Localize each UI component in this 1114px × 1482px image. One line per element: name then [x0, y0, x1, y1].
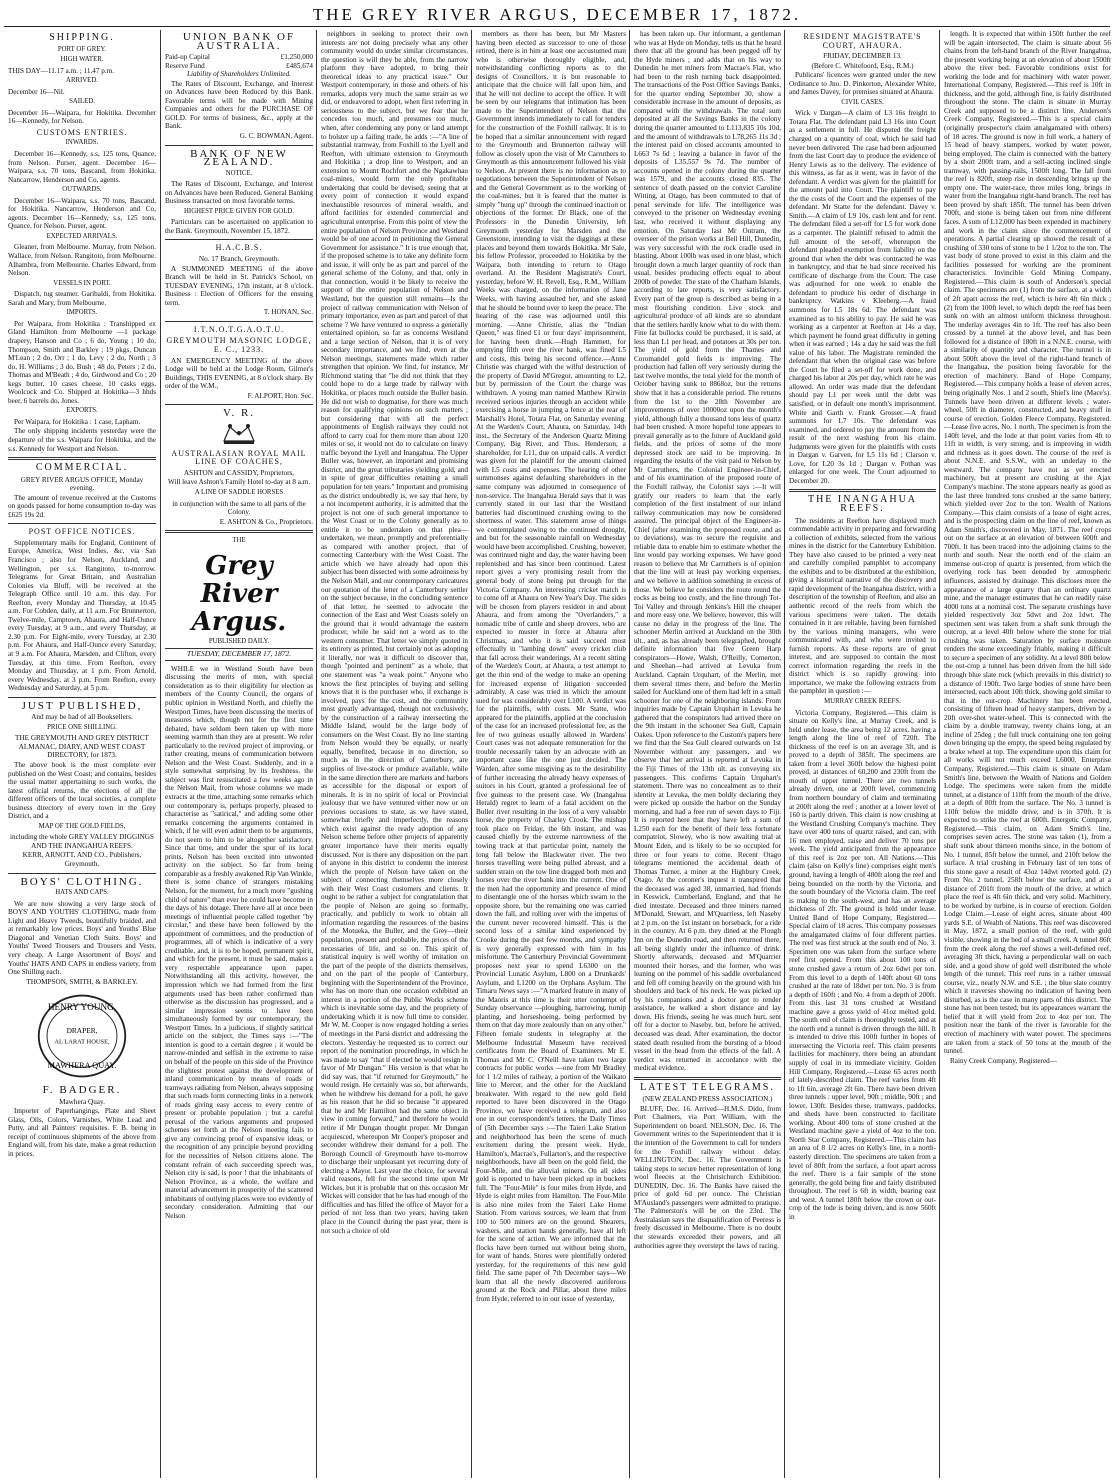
- commercial-heading: COMMERCIAL.: [35, 462, 129, 474]
- stamp-mid2-text: AL LARAT HOUSE,: [54, 1038, 110, 1046]
- exports-note: The only shipping incidents yesterday were the departure of the s.s. Waipara for Hokitika, and the s.s. Kennedy for Westport and Nelson.: [8, 427, 156, 453]
- almanac-text: The above book is the most complete ever published on the West Coast; and contains, besides the usual matter appertaining to such works, the latest official returns, the elections of all the different officers of the local societies, a complete business directory of every town in the Grey District, and a: [8, 761, 156, 821]
- divider: [8, 697, 156, 698]
- leader-article: WHILE we in Westland South have been discussing the merits of men, with special consideration as to their eligibility for election as members of the County Council, the organs of public opinion in Westland North, and chiefly the Westport Times, have been discussing the merits of measures which, though not for the first time debated, have seldom been taken up with more seeming warmth than they are at present. We refer particularly to the revived project of improving, or rather creating, means of communication between Nelson and the West Coast. Suddenly, and in a style somewhat surprising by its freshness, the subject was first resuscitated a few weeks ago in the Nelson Mail, from whose columns we made extracts at the time, attaching some remarks which our contemporary is, perhaps properly, pleased to characterise as "satirical," and adding some other remarks concerning the arguments contained in which, if he will even admit them to be arguments, do not seem to him to be altogether satisfactory. Since that time, and under the spur of its local prints, Nelson has been excited into unwonted activity on the subject. So far from being comparable as a freshly awakened Rip Van Winkle, there is some chance of strangers mistaking Nelson, for the moment, for a much more "gushing child of nature" than ever he could have become in the days of his dotage. There have all at once been meetings of influential people called together "by circular," and these have been followed by the appointment of committees, and the production of programmes, all of which is indicative of a very creditable, and, it is to be hoped, permanent spirit, and which for the present, it must be said, makes a very respectable appearance upon paper. Notwithstanding all this activity, however, the impression which we had formed from the first arguments used has been rather confirmed than otherwise as the discussion has progressed, and a similar impression seems to have been simultaneously formed by our contemporary, the Westport Times. In a judicious, if slightly satirical article on the subject, the Times says :—"The intention is good to a certain degree ; it would be narrow-minded and selfish in the extreme to raise on behalf of the people on this side of the Province the slightest protest against the development of inland communication by means of roads or tramways radiating from Nelson, always supposing that such roads form connecting links in a network of roads giving easy access to every centre of present or probable population ; but a careful perusal of the various arguments and proposed schemes set forth at the Nelson meeting fails to give any convincing proof of expansive ideas, or the recognition of any principle beyond providing for the necessities of Nelson citizens alone. The constant refrain of each succeeding speech was, Nelson city is sad, is poor ! that the inhabitants of Nelson Province, as a whole, the welfare and material advancement in prosperity of the scattered inhabitants of outlying places were too evidently of secondary consideration. Admitting that our Nelson: [165, 664, 313, 1220]
- paid-up-label: Paid-up Capital: [165, 53, 210, 62]
- hacbs-signature: T. HONAN, Sec.: [263, 308, 313, 317]
- column-4: [471, 30, 630, 1478]
- vessels-text: Dispatch, tug steamer. Garibaldi, from Hokitika. Sarah and Mary, from Melbourne.: [8, 290, 156, 307]
- royal-crest-icon: [216, 421, 262, 447]
- court-heading: RESIDENT MAGISTRATE'S COURT, AHAURA.: [803, 32, 922, 50]
- arrived-text: December 16—Nil.: [8, 87, 65, 96]
- almanac-title: THE GREYMOUTH AND GREY DISTRICT ALMANAC, DIARY, AND WEST COAST DIRECTORY, for 1873.: [15, 734, 149, 760]
- reserve-row: [165, 62, 313, 71]
- liability-note: Liability of Shareholders Unlimited.: [187, 70, 291, 79]
- column-1: [4, 30, 160, 1478]
- bnz-heading: BANK OF NEW ZEALAND.: [190, 147, 288, 169]
- reefs-text: The residents at Reefton have displayed much commendable activity in preparing and forwarding a collection of exhibits, selected from the various mines in the district for the Canterbury Exhibition. They have also caused to be printed a very neat and carefully compiled pamphlet to accompany the exhibits and to be distributed at the exhibition, giving a historical narrative of the discovery and rapid development of the Inangahua district, with a description of the township of Reefton, and also an authentic record of the reefs from which the various specimens were taken. The details contained in it are reliable, having been furnished by the various mining managers, who were communicated with, and who were invited to furnish reports. As these reports are of great interest, and are supposed to contain the most correct information regarding the reefs in the district which is so rapidly growing into importance, we make the following extracts from the pamphlet in question :—: [789, 516, 936, 696]
- divider: [165, 404, 313, 405]
- leader-continued: neighbors in seeking to protect their own interests are not doing precisely what any other community would do under similar circumstances, the question is will they be able, from the narrow platform they have adopted, to bring their theoretical ideas to any practical issue." Our Westport contemporary, in those and others of his remarks, adopts very much the same strain as we did, or endeavored to adopt, when first referring in seriousness to the subject, but we fear that he concedes too much, and presumes too much, when, after condemning any pony or land attempt to bolster up a failing trade, he adds :—"A line of substantial tramway, from Foxhill to the Lyell and Reefton, with ultimate extension to Greymouth and Hokitika ; a drop line to Westport, and an extension to Mount Rochfort and the Ngakawhau coal-mines, would form the only profitable undertaking that could be devised, seeing that at every point of connection it would expand inexhaustible resources of mineral wealth, and afford facilities for extended commercial and agricultural enterprise. From this point of view the entire population of Nelson Province and Westland would be of one accord in petitioning the General Government for assistance." It is true enough that, if the proposed scheme is to take any definite form and issue, it will only be as part and parcel of the general scheme of the Colony, and that, only in that connection, would it be likely to receive the support of the entire population of Nelson and Westland, but the question still remains—Is the project of railway communication with Nelson of primary importance, even as part and parcel of that scheme ? We have ventured to express a generally entertained opinion, so far as concerns Westland and a large section of Nelson, that it is of very secondary importance, and we find, even at the Nelson meetings, statements made which rather strengthen that opinion. We find, for instance, Mr Richmond stating that "he did not think that they could hope to do a large trade by railway with Hokitika, or places much outside the Buller basin. He did not wish to dogmatise, for there was much reason for qualifying opinions on such matters ; but considering that with all the perfect appointments of English railways they could not afford to carry coal for them more than about 120 miles or so, it would not do to calculate on heavy traffic beyond the Lyell and Inangahua. The Upper Buller was, however, an important and promising district, and the great tributaries yielding gold, and in spite of great difficulties retaining a small population for ten years." Important and promising as the district undoubtedly is, we say that here, by a not incompetent authority, it is admitted that the project is not one of such general importance to the West Coast or to the Colony generally as to entitle it to be undertaken on that plea—undertaken, we mean, promptly and preferentially as compared with another project, that of connecting Canterbury with the West Coast. The article which we have already had upon this subject has been dissected with some adroitness by the Nelson Mail, and our contemporary caricatures our quotation of the letter of a Canterbury settler on the subject because, in the concluding sentence of that letter, he seemed to advocate the connection of the East and West Coasts solely on the ground that it would advantage the eastern producer, while he said not a word as to the western consumer. That letter we simply quoted in its entirety as printed, but certainly not as adopting it literally, nor was it difficult to discover that, though "pointed and pertinent" as a whole, that one statement was "a weak point." Anyone who knows the first principles of buying and selling knows that it is the purchaser who, if exchange is involved, pays for the cost, and the community most greatly advantaged, though not exclusively, by the construction of a railway intersecting the Middle Island, would be the large body of consumers on the West Coast. By no line starting from Nelson would they be equally, or nearly equally, benefited, because in no direction, so much as in the direction of Canterbury, are supplies of live-stock or produce available, while in the same direction there are markets and harbors as accessible for the disposal or export of minerals. It is in no spirit of local or Provincial jealousy that we have ventured either now or on previous occasions to state, as we have stated, somewhat briefly and imperfectly, the reasons which exist against the ready adoption of any Nelson scheme before other projects of apparently greater importance have their merits equally discussed. Nor is there any disposition on the part of anyone in this district to condemn the interest which the people of Nelson have taken on the subject of connecting themselves more closely with their West Coast customers and clients. It ought to be rather a subject for congratulation that the people of Nelson are going so formally, practically, and publicly to work to obtain all information regarding the resources of the basins of the Motueka, the Buller, and the Grey—their population, present and probable, the prices of the necessaries of life, and so on. This spirit of statistical inquiry is well worthy of imitation on the part of the people of the districts themselves, and on the part of the people of Canterbury, beginning with the Superintendent of the Province, who has on more than one occasion exhibited an interest in a portion of the Public Works scheme which is inevitable some day, and the propriety of undertaking which it is now full time to consider. Mr W. M. Cooper is now engaged holding a series of meetings in the Parsi district and addressing the electors. Yesterday he requested us to correct our report of the nomination proceedings, in which he was made to say "that if elected he would resign in favor of Mr Dungan." His version is that what he did say was, that "if returned for Greymouth," he would resign. He certainly was so, but afterwards, when he withdrew his demand for a poll, he gave as his reason that he did so because "it appeared that he and Mr Hamilton had the same object in view in coming forward," and therefore he would retire if Mr Dungan thought proper. Mr Dungan acquiesced, whereupon Mr Cooper's proposer and seconder withdrew their demand for a poll. The Borough Council of Greymouth have to-morrow to discharge their unpleasant yet recurring duty of electing a Mayor. Last year the choice, for several valid reasons, fell for the second time upon Mr Wickes, but it is probable that on this occasion Mr Wickes will consider that he has had enough of the difficulties and has filled the office of Mayor for a period of not less than two years, having taken place in the Council during the past year, there is not such a choice of old: [321, 30, 468, 1235]
- reserve-value: £485,674: [286, 61, 313, 70]
- bnz-gold: HIGHEST PRICE GIVEN FOR GOLD.: [184, 207, 294, 215]
- reefs-continued: length. It is expected that within 150ft further the reef will be again intersected. The claim is situate about 56 chains from the left-hand branch of the River Inangahua, the present working being at an elevation of about 1500ft above the river bed. Favorable conditions exist for working the lode and for machinery with water power. International Company, Registered.—This reef is 10ft in thickness, and the gold, although fine, is fairly distributed throughout the stone. The claim is situate in Murray Creek and supposed to be a distinct line. Anderson's Creek Company, Registered.—This is a special claim (originally prospector's claim amalgamated with others) of 18 acres. The ground is now in full work, a battery of 15 head of heavy stampers, worked by water power, being employed. The claim is connected with the battery by a short 200ft tram, and a self-acting inclined single tramway, with passing-rails, 1500ft long. The fall from the reef is 820ft, steep rise in descending brings up the empty one. The water-race, three miles long, brings in water from the Inangahua right-hand branch. The reef has been proved by shaft 185ft. The tunnel has been driven 700ft, and stone is being taken out from nine different faces. A sum of L12,000 has been expended in machinery and work in the claim since the commencement of operations. A partial clearing up showed the result of a crushing of 330 tons of stone to be 1 1/2oz to the ton. The vast body of stone proved to exist in this claim and the facilities possessed for working are the prominent characteristics. Invincible Gold Mining Company, Registered.—This claim is south of Anderson's special claim. The specimens are (1) from the surface, at a width of 2ft apart across the reef, which is here 4ft 6in thick ; (2) from the 100ft level, to which depth the reef has been sunk on with an almost uniform thickness throughout. The underlay averages 4in to 1ft. The reef has also been crossed by a tunnel at the above level, and has been followed for a distance of 180ft in a N.N.E. course, with a similarity of quantity and character. The tunnel is in about 500ft above the level of the right-hand branch of the Inangahua, the position being favorable for the erection of machinery. Band of Hope Company, Registered.—This company holds a lease of eleven acres, being originally Nos. 1 and 2 south, Shiel's line (Mace's). Tunnels have been driven at different levels ; water-wheel, 50ft in diameter, constructed, and heavy stuff in course of erection. Golden Fleece Company, Registered.—Lease five acres, No. 1 north. The specimen is from the 140ft level, and the lode at that point varies from 4ft to 11ft in width, is very strong, and is improving in width and richness as it goes down. The course of the reef is about N.N.E. and S.S.W., with an underlay to the westward. The company have not as yet erected machinery, but at present are crushing at the Ajax Company's machine. The stone appears nearly as good as the last three hundred tons crushed at the same battery, which yielded over 2oz to the ton. Wealth of Nations Company.—This claim consists of a lease of eight acres, and is the prospecting claim on the line of reef, known as Adam Smith's, discovered in May, 1871. The reef crops out on the surface at an elevation of between 600ft and 700ft. It has been traced into the adjoining claims to the north and south. Near the north end of the claim an immense out-crop of quartz is presented, from which the overlying rock has been denuded by atmospheric influences, assisted by drainage. This discloses more the appearance of a large quarry than an ordinary quartz mine, and the manager estimates that he can readily raise 4000 tons at a nominal cost. The separate crushings have yielded respectively 3oz 5dwt and 2oz 1dwt. The specimen sent was taken from a shaft sunk through the outcrop, at a level 40ft below where the stone for trial crushing was taken. Saturation by surface moisture renders the stone exceedingly friable, making it difficult to secure a specimen of any solidity. At a level 80ft below the out-crop a tunnel has been driven from the hill side through blue slate rock (which prevails in this district) to a distance of 190ft. Two large bodies of stone have been intersected, each about 10ft thick, showing gold similar to that in the out-crop. Machinery has been erected, consisting of fifteen head of heavy stampers, driven by a 20ft over-shot water-wheel. This is connected with the claim by a double tramway, twenty chains long, at an incline of 25deg ; the full truck containing one ton going down bringing up the empty, the speed being regulated by a brake wheel at top. The expenditure upon this claim for all works will not much exceed L6000. Enterprise Company, Registered.—This claim is situate on Adam Smith's line, between the Wealth of Nations and Golden Lodge. The specimens were taken from the middle tunnel, at a distance of 110ft from the mouth of the drive, at a depth of 80ft from the surface. The No. 3 tunnel is 110ft below the middle drive, and is in 370ft. It is expected to strike the reef at 600ft. Energetic Company, Registered.—This claim, on Adam Smith's line, comprises seven acres. The stone was taken (1), from a shaft sunk about thirteen months since, in the bottom of No. 1 tunnel, 85ft below the tunnel, and 210ft below the surface. A trial crushing in February last of ten tons of this stone gave a result of 43oz 14dwt retorted gold. (2) From No. 2 tunnel, 258ft below the surface, and at a distance of 201ft from the mouth of the drive, at which place the reef is 4ft 6in thick, and very solid. Machinery, to be worked by turbine, is in course of erection. Golden Lodge Claim.—Lease of eight acres, situate about 400 yards S.E. of Wealth of Nations. This reef was discovered in May, 1872, a small portion of the reef, with gold visible, showing in the bed of a small creek. A tunnel 86ft from the creek along the reef shows a well-defined reef, averaging 3ft thick, having a perpendicular wall on each side, and a good show of gold well distributed the whole length of the tunnel. This reef runs in a rather unusual course, viz., nearly N.W. and S.E. ; the blue slate country which it traverses showing no indication of having been disturbed, as is the case in many parts of this district. The stone has not been tested, but its appearances warrant the belief that it will yield from 2oz to 4oz per ton. The position near the bank of the river is favorable for the erection of machinery with water power. The specimens are taken from a stack of 50 tons at the mouth of the tunnel.: [944, 30, 1111, 1056]
- shipping-heading: SHIPPING.: [49, 32, 115, 43]
- arrived-heading: ARRIVED.: [66, 77, 98, 85]
- paid-up-row: [165, 53, 313, 62]
- civil-cases-heading: CIVIL CASES.: [841, 98, 884, 106]
- local-news: members as there has been, but Mr Masters having been elected as successor to one of those retired, there is in him at least one accustomed man who is otherwise thoroughly eligible, and, notwithstanding conflicting reports as to the designs of Councillors, it is but reasonable to anticipate that the choice will fall upon him, and that he will not decline to accept the office. It will be seen by our telegrams that intimation has been made to the Superintendent of Nelson that the Government intends immediately to call for tenders for the construction of the Foxhill railway. It is to be hoped that a similar announcement with regard to the Greymouth and Brunnerton railway will follow as closely upon the visit of Mr Carruthers to Greymouth as this announcement followed his visit to Nelson. At present there is no information as to negotiations between the Superintendent of Nelson and the General Government as to the working of the coal-mines, but it is feared that the matter is simply "hung up" through the continued inaction or objections of the former. Dr Black, one of the Professors in the Dunedin University, left Greymouth yesterday for Marsden and the Greenstone, intending to visit the diggings at these places and beyond them towards Hokitika. Mr Sale, his fellow Professor, proceeded to Hokitika by the Waipara, both intending to return to Otago overland. At the Resident Magistrate's Court, yesterday, before W. H. Revell, Esq., R.M., William Weeks was charged, on the information of Jane Weeks, with having assaulted her, and she asked that he should be bound over to keep the peace. The hearing of the case was adjourned until this morning. —Anne Christie, alias the "Indian Queen," was fined £1 or four days' imprisonment, for having been drunk.—Hugh Hammett, for emptying filth over the river bank, was fined L5 and costs, this being his second offence.—Anne Christie was charged with the wilful destruction of the property of David M'Gregor, amounting to L2, but by permission of the Court the charge was withdrawn. A young man named Matthew Kirwin received serious injuries through an accident while exercising a horse in jumping a fence at the rear of Marshall's Hotel, Totara Flat, on Saturday evening. At the Warden's Court, Ahaura, on Saturday, 14th inst., the Secretary of the Anderson Quartz Mining Company, Big River, and Thos. Henderson, a shareholder, for L11, due on unpaid calls. A verdict was given for the plaintiff for the amount claimed with L5 costs and expenses. The hearing of other summonses against defaulting shareholders in the same company was adjourned in consequence of non-service. The Inangahua Herald says that it was currently stated in our last that the Westland batteries had discontinued crushing owing to the shortness of water. This statement arose of things we contemplated owing to the continued drought, and but for the seasonable rainfall on Wednesday would have been accomplished. Crushing, however, was continued night and day, the water having been replenished and has since been continued. Latest report gives a very promising result from the general body of stone being put through for the Victoria Company. An interesting cricket match is to come off at Ahaura on New Year's Day. The sides will be chosen from players resident in and about Ahaura, and from among the "Overlanders," a nomadic tribe of cattle and sheep drovers, who are expected to muster in force at Ahaura after Christmas, and who it is said succeed most effectually in "lambing down" every cricket club that fall across their wanderings. At a recent sitting of the Warden's Court, at Ahaura, a test attempt to get the thin end of the wedge to make an opening for increased expense of litigation succeeded admirably. A case was tried in which the amount sued for was considerably over L100. A verdict was for the plaintiffs, with costs. Mr Statte, who appeared for the plaintiffs, applied at the conclusion of the case for an increased professional fee, as the fee of two guineas usually allowed in Wardens' Court cases was not adequate remuneration for the trouble necessarily taken by an advocate with an important case like the one just decided. The Warden, after some misgiving as to the desirability of further increasing the already heavy expenses of suitors in his Court, granted a professional fee of five guineas to the present case. We (Inangahua Herald) regret to learn of a fatal accident on the Buller river resulting in the loss of a very valuable horse, the property of Charley Crook. The mishap took place on Friday, the 6th instant, and was caused chiefly by the extreme narrowness of the towing track at that particular point, namely the long fall below the Blackwater river. The two horses travelling were being pulled abreast, and a sudden strain on the tow line dragged both men and horses over the river bank into the current. One of the men had the opportunity and presence of mind to disentangle one of the horses which swam to the opposite shore, but the remaining one was carried down the fall, and rolling over with the impetus of the current never recovered himself. This is the second loss of a similar kind experienced by Crooke during the past few months, and sympathy is very generally expressed with him in his misfortune. The Canterbury Provincial Government proposes next year to spend L6300 on the Provincial Lunatic Asylum, L800 on a Drunkards' Asylum, and L1200 on the Orphans Asylum. The Timaru News says :—"A marked feature in many of the Maoris at this time is their utter contempt of Sunday observance —ploughing, harrowing, turnip planting, and horseshoeing, being performed by them on that day more zealously than on any other." Fifteen female students in telegraphy at the Melbourne Industrial Museum have received certificates from the Board of Examiners. Mr E. Thomas and Mr C. O'Neill have taken two large contracts for public works —one from Mr Bradley for 1 1/2 miles of railway, a portion of the Waikato line to Mercer, and the other for the Auckland breakwater. With regard to the new gold field reported to have been discovered in the Otago Province, we have received a telegram, and also one in our correspondent's letters, the Daily Times of (5th December says :—The Taieri Lake Station and neighborhood has been the scene of much excitement during the present week. Hyde, Hamilton's, Macrae's, Fullarton's, and the respective neighborhoods, have all been on the gold field, the Four-Mile, and the alluvial miners. On all sides gold is reported to have been picked up in buckets full. The "Four-Mile" is four miles from Hyde, and Hyde is eight miles from Hamilton. The Four-Mile is also nine miles from the Taieri Lake Home Station. From various sources, we learn that from 100 to 500 miners are on the ground. Shearers, washers, and station hands generally, have all left for the scene of action. We are informed that the flocks have been turned out without being shorn, for want of hands. Stores were plentifully ordered yesterday, for the requirements of this new gold field. The same paper of 7th December says—We learn that all the newly discovered auriferous ground at the Rock and Pillar, about three miles from Hyde, referred to in our issue of yesterday,: [476, 30, 626, 1303]
- column-2: [160, 30, 317, 1478]
- column-5: [629, 30, 785, 1478]
- inwards-heading: INWARDS.: [65, 139, 99, 147]
- inwards-text: December 16—Kennedy, s.s, 125 tons, Quance, from Nelson. Purser, agent. December 16—Waipara, s.s, 70 tons, Bascand, from Hokitika. Nancarrow, Henderson and Co, agents.: [8, 150, 156, 184]
- telegrams-text: BLUFF, Dec. 16. Arrived—H.M.S. Dido, from Port Chalmers, via Port William, with the Superintendent on board. NELSON, Dec. 16. The Government writes to the Superintendent that it is the intention of the Government to call for tenders for the Foxhill railway without delay. WELLINGTON, Dec. 16. The Government is taking steps to secure better representation of long wool fleeces at the Christchurch Exhibition. DUNEDIN, Dec. 16. The Banks have raised the price of gold 6d per ounce. The Christian M'Ausland's passengers were admitted to pratique. The Palmerston's will be on the 23rd. The Australasian says the disqualification of Peeress is freely discussed in Melbourne. There is no doubt the stewards exceeded their powers, and all authorities agree they overstept the laws of racing.: [634, 1104, 781, 1250]
- divider: [8, 523, 156, 524]
- almanac-publisher: KERR, ARNOTT, AND CO., Publishers, Greymouth.: [22, 851, 142, 869]
- hacbs-heading: H.A.C.B.S.: [215, 243, 263, 253]
- paper-date: TUESDAY, DECEMBER 17, 1872.: [165, 648, 313, 661]
- hats-heading: HATS AND CAPS.: [55, 889, 109, 897]
- masonic-signature: F. ALPORT, Hon. Sec.: [247, 391, 313, 400]
- stamp-mid-text: DRAPER,: [66, 1026, 98, 1036]
- court-intro: Publicans' licences were granted under the new Ordinance to Jno. D. Pinkerton, Alexander White, and James Davey, for premises situated at Ahaura.: [789, 71, 936, 97]
- bnz-notice: NOTICE.: [225, 169, 253, 177]
- column-6: [784, 30, 940, 1478]
- divider: [165, 145, 313, 146]
- reefs-heading: THE INANGAHUA REEFS.: [807, 494, 918, 514]
- divider: [634, 1077, 781, 1080]
- telegrams-heading: LATEST TELEGRAMS.: [640, 1081, 775, 1093]
- newspaper-page: [4, 0, 1110, 1482]
- court-before: (Before C. Whitefoord, Esq., R.M.): [811, 61, 914, 70]
- general-news: has been taken up. Our informant, a gentleman who was at Hyde on Monday, tells us that he heard there that all the ground has been pegged off by the Hyde miners ; and adds that on his way to Dunedin he met miners from Macrae's Flat, who had been to the rush turning back disappointed. The transactions of the Post Office Savings Banks, for the quarter ending September 30, show a considerable increase in the amount of deposits, as compared with the withdrawals. The total sum deposited at all the Savings Banks in the colony during the quarter amounted to L113,835 10s 10d, and the amount of withdrawals to L78,265 11s 3d ; the interest paid on closed accounts amounted to L663 7s 6d ; leaving a balance in favor of the deposits of L35,557 9s 7d. The number of accounts opened in the colony during the quarter was 1579, and the accounts closed 835. The sentence of death passed on the convict Caroline Witting, at Otago, has been commuted to that of penal servitude for life. The intelligence was conveyed to the prisoner on Wednesday evening last, who received it without displaying any emotion. On Saturday last Mr Outram, the overseer of the prison works at Bell Hill, Dunedin, was very successful with the rock cradle used in blasting. About 100lb was used in one blast, which brought down a much larger quantity of rock than usual, besides producing effects equal to about 200lb of powder. The state of the Chatham Islands, according to late reports, is very satisfactory. Every part of the group is described as being in a most flourishing condition. Live stock and agricultural produce of all kinds are so abundant that the settlers hardly know what to do with them. Fine fat bullocks could be purchased, it is said, at less than L1 per head, and potatoes at 30s per ton. The yield of gold from the Thames and Coromandel gold fields is improving. The production had fallen off very seriously during the last twelve months, the total yield for the month of October having sunk to 8868oz, but the returns show that it has a considerable period. The returns from the 1st to the 28th November are improvements of over 10000oz upon the month's yield, although fully a thousand tons less of quartz had been crushed. A more hopeful tone appears to prevail generally as to the future of Auckland gold fields, and the prices of some of the more depressed stock are said to be improving. In regarding the results of the visit paid to Nelson by Mr Carruthers, the Colonial Engineer-in-Chief, and of his examination of the proposed route of the Foxhill railway, the Colonist says :—It will gratify our readers to learn that the early completion of the first instalment of our inland railway communication may now be considered assured. The principal object of the Engineer-in-Chief (after examining the proposed route, and as to deviations), was to secure the requisite and reliable data to enable him to estimate whether the line would pay working expenses. We have good reason to believe that Mr Carruthers is of opinion that the line will at least pay working expenses, and we believe in addition something in excess of those. We believe he considers the route round the rocks as being too costly, and the line through Tot-Toi Valley and through Jenkins's Hill the cheaper and more easy one. We believe, however, this will cause no delay in the progress of the line. The schooner Merlin arrived at Auckland on the 30th ult., and, as has already been telegraphed, brought definite information that five Green Harp conspirators—Howe, Walsh, O'Reilly, Comerton, and Sheehan—had arrived at Levuka from Auckland. Captain Urquhart, of the Merlin, met them several times there, and before the Merlin sailed for Auckland one of them had left in a small schooner for one of the neighboring islands. From inquiries made by Captain Urquhart in Levuka he gathered that the conspirators had arrived there on the 9th instant in the schooner Sea Gull, Captain Oakes. Upon reference to the Custom's papers here we find that the Sea Gull cleared outwards on 1st November without any passengers, and we observe that her arrival is reported at Levuka in the Fiji Times of the 13th ult. as conveying six passengers. This confirms Captain Urquhart's statement. There was no concealment as to their identity at Levuka, the men boldly declaring they were picked up outside the harbor on the Sunday morning, and had a free run of seven days to Fiji. It is reported here that they have left a sum of L250 each for the benefit of their less fortunate compatriot, Slowey, who is now awaiting trial at Mount Eden, and is likely to be so occupied for three or four years to come. Recent Otago telegrams mentioned the accidental death of Thomas Turner, a miner at the Highbury Creek, Otago. At the coroner's inquest it transpired that the deceased was aged 38, unmarried, had friends in Keswick, Cumberland, England, and that he died intestate. Deceased and three miners named M'Donald, Stewart, and M'Quarriess, left Naseby at 2 p.m. on the 1st instant on horseback, for a ride in the country. At 6 p.m. they dined at the Plough Inn on the Dunedin road, and then returned there, all being slightly under the influence of drink. Shortly afterwards, deceased and M'Quarrier mounted their horses, and the former, who was leaning on the pommel of his saddle overbalanced and fell off coming heavily on the ground with his shoulders and back of his neck. He was picked up by his companions and a doctor got to render assistance, he walked a short distance and lay down. His friends, seeing he was much hurt, sent off for a doctor to Naseby, but, before he arrived, deceased was dead. After examination, the doctor stated death resulted from the bursting of a blood vessel in the head from the effects of the fall. A verdict was returned in accordance with the medical evidence.: [634, 30, 781, 1073]
- badger-text: Importer of Paperhangings, Plate and Sheet Glass, Oils, Colors, Varnishes, White Lead and Putty, and all Painters' requisites. F. B. being in receipt of continuous shipments of the above from England will, from his date, make a great reduction in prices.: [8, 1107, 156, 1158]
- paid-up-value: £1,250,000: [280, 53, 313, 62]
- coach-vr: V. R.: [222, 407, 256, 420]
- union-bank-signature: G. C. BOWMAN, Agent.: [239, 132, 313, 141]
- murray-heading: MURRAY CREEK REEFS.: [824, 698, 901, 706]
- post-office-text: Supplementary mails for England, Continent of Europe, America, West Indies, &c, via San Francisco ; also for Nelson, Auckland, and Wellington, per s.s. Rangitoto, to-morrow. Telegrams for Great Britain, and Australian Colonies via Bluff, will be received at the Telegraph Office until 10 a.m. this day. For Reefton, every Monday and Thursday, at 10.45 a.m. For Cobden, daily, at 11 a.m. For Brunnerton, Twelve-mile, Camptown, Ahaura, and Half-Ounce every Tuesday, at 9 a.m., and every Thursday, at 2.30 p.m. For Eight-mile, every Tuesday, at 2.30 p.m. For Ahaura, and Half-Ounce every Saturday, at 9 a.m. For Ahaura, Marsden, and Clifton, every Tuesday, at this time. From Reefton, every Monday and Thursday, at 1 p.m. From Arnold, every Wednesday, at 3 p.m. From Reefton, every Wednesday and Saturday, at 5 p.m.: [8, 538, 156, 693]
- hacbs-text: A SUMMONED MEETING of the above Branch will be held in St. Patrick's School, on TUESDAY EVENING, 17th instant, at 8 o'clock. Business : Election of Officers for the ensuing term.: [165, 264, 313, 307]
- coach-text: Will leave Ashton's Family Hotel to-day at 8 a.m.: [167, 478, 311, 487]
- boys-clothing-heading: BOYS' CLOTHING.: [20, 875, 144, 888]
- saddle-heading: A LINE OF SADDLE HORSES: [194, 488, 284, 496]
- court-date: FRIDAY, DECEMBER 13.: [823, 52, 902, 61]
- badger-address: Mawhera Quay.: [59, 1097, 105, 1106]
- coach-heading: AUSTRALASIAN ROYAL MAIL LINE OF COACHES,: [171, 448, 307, 467]
- expected-text: Gleaner, from Melbourne. Murray, from Nelson. Wallace, from Nelson. Rangitoto, from Melbourne. Alhambra, from Melbourne. Charles Edward, from Nelson.: [8, 243, 156, 278]
- high-water-line: THIS DAY—11.17 a.m. ; 11.47 p.m.: [8, 66, 115, 75]
- almanac-price: PRICE ONE SHILLING.: [47, 723, 117, 731]
- bnz-text: The Rates of Discount, Exchange, and Interest on Advances have been Reduced. General Banking Business transacted on most favorable terms.: [165, 180, 313, 206]
- almanac-lead: JUST PUBLISHED,: [21, 699, 143, 712]
- commercial-office: GREY RIVER ARGUS OFFICE, Monday evening.: [20, 475, 144, 493]
- boys-clothing-text: We are now showing a very large stock of BOYS' AND YOUTHS' CLOTHING, made from Light and Heavy Tweeds, beautifully braided, and at remarkably low prices. Boys' and Youths' Blue Diagonal and Venetian Cloth Suits. Boys' and Youths' Tweed Trousers and Trousers and Vests, very cheap. A Large Assortment of Boys' and Youths' HATS AND CAPS in endless variety, from One Shilling each.: [8, 899, 156, 977]
- outwards-heading: OUTWARDS.: [62, 186, 102, 194]
- divider: [8, 457, 156, 460]
- union-bank-heading: UNION BANK OF AUSTRALIA.: [182, 31, 296, 52]
- column-3: [316, 30, 472, 1478]
- coach-signature: E. ASHTON & Co., Proprietors.: [219, 517, 313, 526]
- stamp-bottom-text: MAWHERA QUAY.: [47, 1061, 117, 1071]
- henry-young-stamp-icon: [36, 990, 128, 1082]
- telegrams-association: (NEW ZEALAND PRESS ASSOCIATION.): [642, 1095, 773, 1104]
- commercial-text: The amount of revenue received at the Customs on goods passed for home consumption to-day was £625 19s 2d.: [8, 493, 156, 519]
- ioogt-heading: I.T.N.O.T.G.A.O.T.U.: [193, 324, 285, 334]
- port-heading: PORT OF GREY.: [57, 45, 107, 53]
- almanac-map: MAP OF THE GOLD FIELDS,: [38, 822, 126, 830]
- exports-heading: EXPORTS.: [66, 407, 98, 415]
- exports-text: Per Waipara, for Hokitika : 1 case, Lapham.: [14, 417, 141, 426]
- imports-heading: IMPORTS.: [66, 309, 98, 317]
- divider: [789, 489, 936, 492]
- reserve-label: Reserve Fund: [165, 61, 205, 70]
- vessels-heading: VESSELS IN PORT.: [53, 279, 111, 287]
- masthead: THE GREY RIVER ARGUS, DECEMBER 17, 1872.: [4, 4, 1110, 27]
- sailed-heading: SAILED.: [69, 98, 95, 106]
- union-bank-text: The Rates of Discount, Exchange, and Interest on Advances have been Reduced by this Bank. Favorable terms will be made with Mining Companies and others for the PURCHASE OF GOLD. For terms of business, &c., apply at the Bank.: [165, 79, 313, 131]
- masonic-heading: GREYMOUTH MASONIC LODGE, E. C., 1233.: [166, 336, 312, 354]
- paper-daily: PUBLISHED DAILY.: [208, 637, 270, 645]
- court-text: Wick v Dargan—A claim of L3 16s freight to Totara Flat. The defendant paid L3 16s into Court as a settlement in full. He disputed the freight charged on a quantity of coal, which he said had never been delivered. The case had been adjourned from the last Court day to produce the evidence of Henry Lewis as to the delivery. The evidence of this witness, as far as it went, was in favor of the defendant. A verdict was given for the plaintiff for the amount paid into Court. The plaintiff to pay the the costs of the Court and the expenses of the defendant. Mr Statte for the defendant. Davey v. Smith.—A claim of L9 10s, cash lent and for rent. The defendant filed a set-off for L5 for work done as a carpenter. The plaintiff refused to admit the full amount of the set-off, whereupon the defendant pleaded exemption from liability on the ground that when the debt was contracted he was in bankruptcy, and that he had since received his certificate of discharge from the Court. The case was adjourned for one week to enable the defendant to produce his order of discharge in bankruptcy. Watkins v Kleeberg.—A fraud summons for L5 18s 6d. The defendant was examined as to his ability to pay. He said he was working as a carpenter at Reefton at 14s a day, which payment he found great difficulty in getting when it was earned ; 14s a day he said was the full value of his labor. The Magistrate reminded the defendant that when the original case was before the Court he filed a set-off for work done, and charged his labor at 20s per day, which rate he was allowed. An order was made that the defendant should pay L1 per week until the debt was satisfied, or in default one month's imprisonment. White and Garth v. Frank Grosser.—A fraud summons for L7 10s. The defendant was examined, and ordered to pay the amount from the result of the next washing from his claim. Judgments were given for the plaintiffs with costs in Dargan v. Garven, for L5 11s 6d ; Clarson v. Love, for L20 3s 1d ; Dargan v. Pothan was enlarged for one week. The Court adjourned to December 20.: [789, 109, 936, 485]
- last-line: Rainy Creek Company, Registered—: [950, 1056, 1057, 1065]
- sailed-text: December 16—Waipara, for Hokitika. December 16—Kennedy, for Nelson.: [8, 108, 156, 126]
- coach-firm: ASHTON and CASSIDY, Proprietors,: [183, 468, 295, 477]
- almanac-map-sub: including the whole GREY VALLEY DIGGINGS AND THE INANGAHUA REEFS.: [10, 833, 154, 850]
- column-7: [939, 30, 1114, 1478]
- boys-clothing-firm: THOMPSON, SMITH, & BARKLEY.: [26, 977, 138, 986]
- coach-text-2: in conjunction with the same to all parts of the Colony.: [172, 499, 306, 517]
- stamp-top-text: HENRY YOUNG,: [47, 1002, 117, 1013]
- masonic-text: AN EMERGENCY MEETING of the above Lodge will be held at the Lodge Room, Gilmer's Buildings, THIS EVENING, at 8 o'clock sharp. By order of the W.M.,: [165, 356, 313, 391]
- divider: [165, 530, 313, 533]
- badger-heading: F. BADGER.: [42, 1084, 122, 1097]
- customs-heading: CUSTOMS ENTRIES.: [36, 127, 128, 137]
- expected-heading: EXPECTED ARRIVALS.: [46, 232, 118, 240]
- murray-text: Victoria Company, Registered.—This claim is situate on Kelly's line, at Murray Creek, and is held under lease, the area being 12 acres, having a length along the line of reef of 720ft. The thickness of the reef is on an average 3ft, and is proved to a depth of 385ft. The specimens are taken from a level 360ft below the highest point proved, at distances of 60,200 and 230ft from the mouth of upper tunnel. There are two tunnels already driven, one at 200ft level, commencing from northern boundary of claim and terminating at 200ft along the reef ; another at a lower level of 160 is partly driven. This claim is now crushing at the Westland Crushing Company's machine. They have over 400 tons of quartz raised, and can, with 16 men employed, raise and deliver 70 tons per week. The yield anticipated from the appearance of this reef is 2oz per ton. All Nations.—This claim (also on Kelly's line) comprises eight men's ground, having a length of 480ft along the reef and being bounded on the north by the Victoria, and the south boundary of the Victoria claim. The reef is making to the south-west, and has an average thickness of 2ft. The ground is held under lease. United Band of Hope Company, Registered.—Special claim of 18 acres. This company possesses the amalgamated claims of four different parties. The reef was first struck at the south end of No. 3. Specimen one was taken from the surface where reef first opened. From this about 100 tons of stone crushed gave a return of 2oz 6dwt per ton. From this level to a depth of 140ft about 60 tons crushed at the rate of 18dwt per ton. No. 3 is from a depth of 160ft ; and No. 4 from a depth of 200ft. From this last 31 tons crushed at Westland machine gave a gross yield of 41oz melted gold. The south end of claim is thoroughly tested, and at the north end a tunnel is driven through the hill. It is intended to drive this 100ft further in hopes of intersecting the Victoria reef. This claim presents facilities for machinery, there being an abundant supply of coal in its immediate vicinity. Golden Hill Company, Registered.—Lease 65 acres north of lately-described claim. The reef varies from 4ft to 1ft 6in, average 2ft 6in. There have been driven three tunnels : upper level, 90ft ; middle, 90ft ; and lower, 130ft. Besides these, tramways, paddocks, and sheds have been constructed to facilitate working. About 400 tons of stone crushed at the Westland machine gave a yield of 4oz to the ton. North Star Company, Registered.—This claim has an area of 8 1/2 acres on Kelly's line, in a north-easterly direction. The specimens are taken from a level of 80ft from the surface, a foot apart across the reef. There is a fair sample of the stone generally, the gold being fine and fairly distributed throughout. The reef is 6ft in width, bearing east and west. A tunnel 180ft below the crown or out-crop of the lode is being driven, and is now 560ft in: [789, 708, 936, 1221]
- post-office-heading: POST OFFICE NOTICES.: [28, 527, 136, 537]
- divider: [165, 321, 313, 322]
- high-water-heading: HIGH WATER.: [60, 56, 104, 64]
- bnz-text-2: Particulars can be ascertained on application to the Bank. Greymouth, November 15, 1872.: [165, 218, 313, 235]
- divider: [165, 239, 313, 240]
- outwards-text: December 16—Waipara, s.s. 70 tons, Bascand, for Hokitika. Nancarrow, Henderson and Co, agents. December 16—Kennedy, s.s, 125 tons, Quance, for Nelson. Purser, agent.: [8, 196, 156, 231]
- hacbs-branch: No. 17 Branch, Greymouth.: [198, 255, 280, 264]
- paper-title: Grey River Argus.: [191, 550, 287, 637]
- almanac-sub: And may be had of all Booksellers.: [31, 713, 133, 722]
- imports-text: Per Waipara, from Hokitika : Transhipped ex Gland Hamilton from Melbourne —1 package drapery, Hanson and Co ; 6 do, Young ; 10 do, Thompson, Smith and Barkley ; 19 pkgs, Duncan M'Lean ; 2 do, Orr ; 1 do, Levy ; 2 do, North ; 3 do, H. Williams ; 3 do, Bush ; 48 do, Peters ; 2 do, Thomas and M'Beath ; 4 do, Girdwood and Co ; 20 kegs butter, 10 cases cheese, 10 casks eggs, Woolcock and Co. Shipped at Hokitika—3 hhds beer, 6 barrels do, Jones.: [8, 319, 156, 405]
- divider: [8, 873, 156, 874]
- paper-the: THE: [232, 537, 246, 545]
